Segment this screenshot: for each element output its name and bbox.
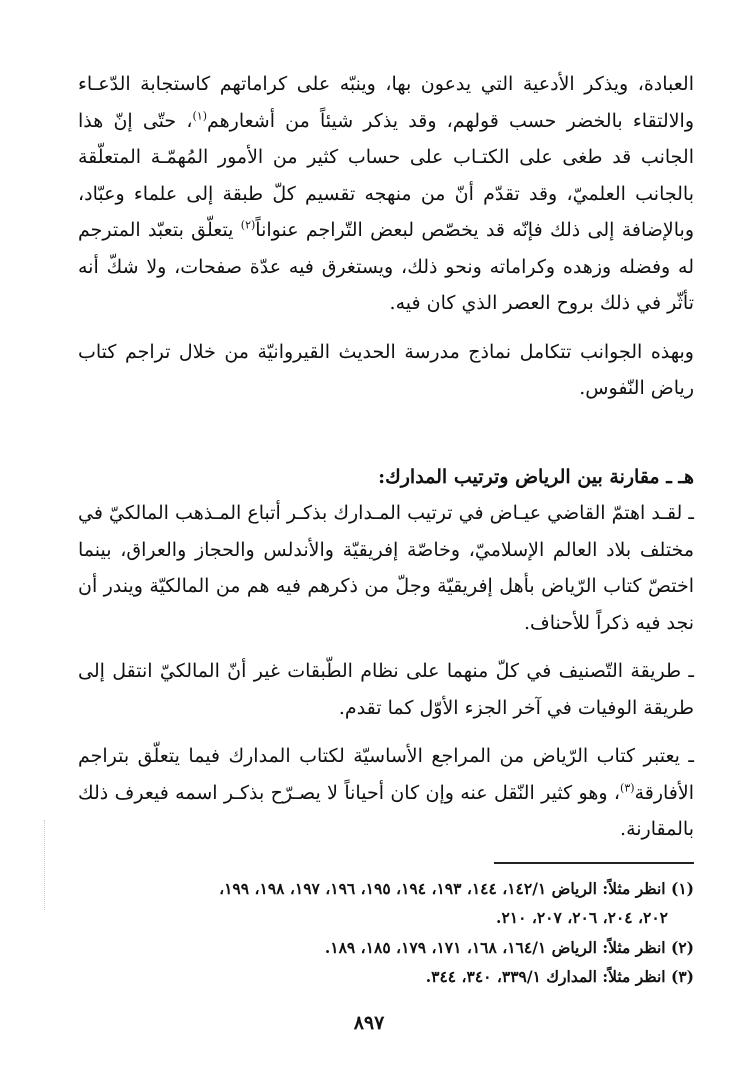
footnote-ref-2: (٢) <box>240 218 256 232</box>
footnote-1-continued: ٢٠٢، ٢٠٤، ٢٠٦، ٢٠٧، ٢١٠. <box>496 908 668 927</box>
footnote-ref-1: (١) <box>192 109 207 123</box>
footnote-1: (١) انظر مثلاً: الرياض ١٤٢/١، ١٤٤، ١٩٣، ١٩٤، ١٩٥، ١٩٦، ١٩٧، ١٩٨، ١٩٩، <box>219 878 694 898</box>
paragraph-1-text: العبادة، ويذكر الأدعية التي يدعون بها، وينبّه على كراماتهم كاستجابة الدّعـاء والالتقاء بالخضر حسب قولهم، وقد يذكر شيئاً من أشعارهم <box>78 73 694 132</box>
paragraph-1 <box>78 66 694 322</box>
footnote-divider <box>494 862 694 864</box>
footnote-3: (٣) انظر مثلاً: المدارك ٣٣٩/١، ٣٤٠، ٣٤٤. <box>425 967 694 986</box>
page-content <box>78 66 694 992</box>
spacer <box>78 407 694 459</box>
margin-mark <box>44 820 46 910</box>
comparison-point-3 <box>78 738 694 848</box>
paragraph-1-text-cont: ، حتّى إنّ هذا الجانب قد طغى على الكتـاب على حساب كثير من الأمور المُهمّـة المتعلّقة بالجانب العلميّ، وقد تقدّم أنّ من منهجه تقسيم كلّ طبقة إلى علماء وعبّاد، وبالإضافة إلى ذلك فإنّه قد يخصّص لبعض التّراجم عنواناً <box>78 109 694 241</box>
main-text <box>78 66 694 848</box>
spacer <box>78 726 694 738</box>
section-heading: هـ ـ مقارنة بين الرياض وترتيب المدارك: <box>378 465 694 488</box>
footnotes <box>78 874 694 992</box>
comparison-point-3-text-end: ، وهو كثير النّقل عنه وإن كان أحياناً لا يصـرّح بذكـر اسمه فيعرف ذلك بالمقارنة. <box>78 781 694 840</box>
spacer <box>78 322 694 334</box>
comparison-point-3-text: ـ يعتبر كتاب الرّياض من المراجع الأساسيّة لكتاب المدارك فيما يتعلّق بتراجم الأفارقة <box>78 745 694 804</box>
paragraph-1-text-end: يتعلّق بتعبّد المترجم له وفضله وزهده وكراماته ونحو ذلك، ويستغرق فيه عدّة صفحات، ولا شكّ أنه تأثّر في ذلك بروح العصر الذي كان فيه. <box>78 219 694 314</box>
paragraph-2: وبهذه الجوانب تتكامل نماذج مدرسة الحديث القيروانيّة من خلال تراجم كتاب رياض النّفوس. <box>78 340 694 399</box>
page-number: ٨٩٧ <box>353 1012 385 1034</box>
comparison-point-1: ـ لقـد اهتمّ القاضي عيـاض في ترتيب المـدارك بذكـر أتباع المـذهب المالكيّ في مختلف بلاد العالم الإسلاميّ، وخاصّة إفريقيّة والأندلس والحجاز والعراق، بينما اختصّ كتاب الرّياض بأهل إفريقيّة وجلّ من ذكرهم فيه هم من المالكيّة ويندر أن نجد فيه ذكراً للأحناف. <box>78 502 694 634</box>
footnote-ref-3: (٣) <box>620 781 635 795</box>
spacer <box>78 641 694 653</box>
footnote-2: (٢) انظر مثلاً: الرياض ١٦٤/١، ١٦٨، ١٧١، ١٧٩، ١٨٥، ١٨٩. <box>324 937 694 957</box>
comparison-point-2: ـ طريقة التّصنيف في كلّ منهما على نظام الطّبقات غير أنّ المالكيّ انتقل إلى طريقة الوفيات في آخر الجزء الأوّل كما تقدم. <box>78 660 694 719</box>
